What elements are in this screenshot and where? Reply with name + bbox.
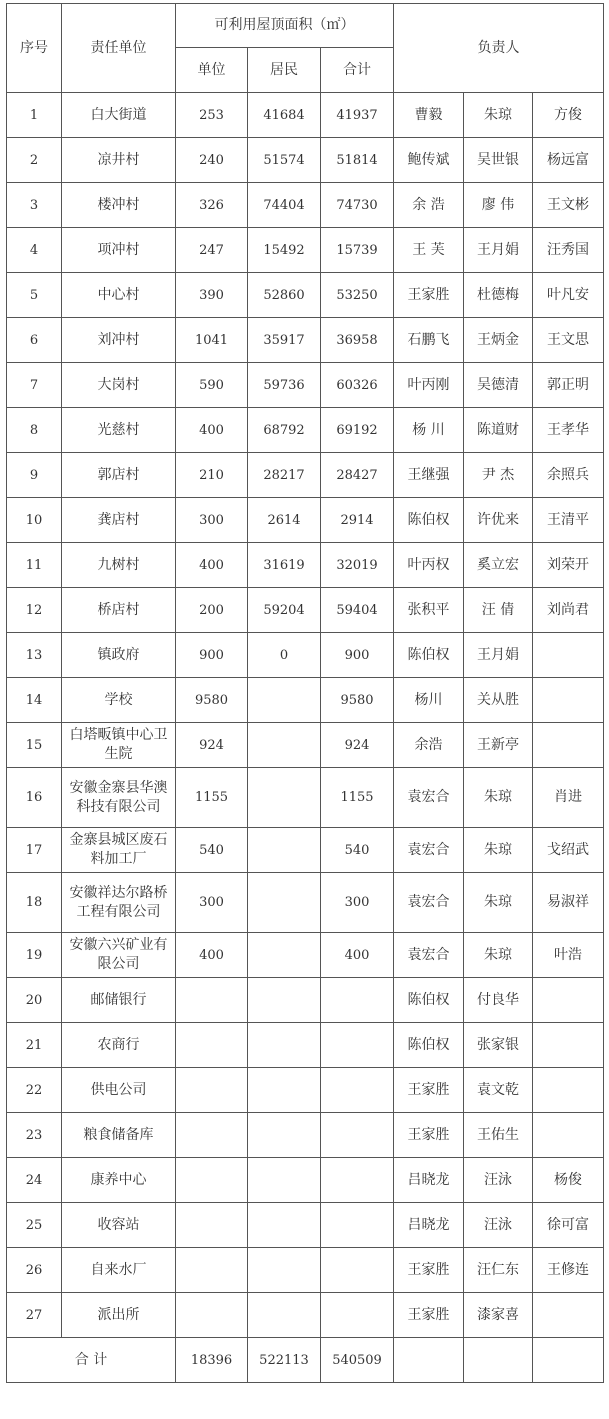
row-area-total: 51814 [321, 138, 394, 183]
table-row [7, 1113, 604, 1158]
row-person-3: 王清平 [533, 498, 604, 543]
row-area-resident [248, 1113, 321, 1158]
row-person-2: 付良华 [464, 978, 533, 1023]
row-no: 17 [7, 828, 62, 873]
total-area-unit: 18396 [176, 1338, 248, 1383]
row-unit: 龚店村 [62, 498, 176, 543]
row-unit: 邮储银行 [62, 978, 176, 1023]
row-area-unit: 300 [176, 873, 248, 933]
row-area-total: 32019 [321, 543, 394, 588]
row-person-1: 余浩 [394, 723, 464, 768]
row-area-total: 400 [321, 933, 394, 978]
row-person-3 [533, 1293, 604, 1338]
row-person-2: 廖 伟 [464, 183, 533, 228]
row-person-1: 吕晓龙 [394, 1203, 464, 1248]
row-area-resident [248, 1293, 321, 1338]
row-person-2: 汪 倩 [464, 588, 533, 633]
table-row [7, 543, 604, 588]
total-label: 合 计 [7, 1338, 176, 1383]
row-area-total [321, 1113, 394, 1158]
row-no: 10 [7, 498, 62, 543]
row-unit: 粮食储备库 [62, 1113, 176, 1158]
row-unit: 大岗村 [62, 363, 176, 408]
header-no: 序号 [7, 4, 62, 93]
row-person-1: 余 浩 [394, 183, 464, 228]
header-unit: 责任单位 [62, 4, 176, 93]
table-row [7, 498, 604, 543]
row-no: 24 [7, 1158, 62, 1203]
row-no: 27 [7, 1293, 62, 1338]
row-area-unit: 400 [176, 408, 248, 453]
row-person-2: 朱琼 [464, 933, 533, 978]
row-person-2: 朱琼 [464, 768, 533, 828]
row-person-3 [533, 1113, 604, 1158]
row-area-resident [248, 873, 321, 933]
row-unit: 凉井村 [62, 138, 176, 183]
row-area-total: 41937 [321, 93, 394, 138]
table-row [7, 873, 604, 933]
row-area-resident [248, 1068, 321, 1113]
table-row [7, 363, 604, 408]
row-no: 9 [7, 453, 62, 498]
row-person-1: 杨川 [394, 678, 464, 723]
row-area-unit: 200 [176, 588, 248, 633]
header-area-unit: 单位 [176, 48, 248, 93]
table-row [7, 1158, 604, 1203]
row-unit: 供电公司 [62, 1068, 176, 1113]
row-area-total: 53250 [321, 273, 394, 318]
row-area-resident: 15492 [248, 228, 321, 273]
row-area-resident: 52860 [248, 273, 321, 318]
table-row [7, 318, 604, 363]
row-person-2: 关从胜 [464, 678, 533, 723]
row-person-2: 奚立宏 [464, 543, 533, 588]
row-area-resident [248, 1248, 321, 1293]
row-person-2: 王炳金 [464, 318, 533, 363]
row-person-3: 杨远富 [533, 138, 604, 183]
row-person-1: 吕晓龙 [394, 1158, 464, 1203]
row-unit: 九树村 [62, 543, 176, 588]
row-person-1: 陈伯权 [394, 1023, 464, 1068]
row-person-1: 袁宏合 [394, 933, 464, 978]
row-person-3: 王修连 [533, 1248, 604, 1293]
row-unit: 自来水厂 [62, 1248, 176, 1293]
row-unit: 安徽金寨县华澳科技有限公司 [62, 768, 176, 828]
row-unit: 郭店村 [62, 453, 176, 498]
row-area-unit: 390 [176, 273, 248, 318]
row-unit: 学校 [62, 678, 176, 723]
row-person-3: 余照兵 [533, 453, 604, 498]
row-area-total: 28427 [321, 453, 394, 498]
total-person-empty [533, 1338, 604, 1383]
row-area-resident [248, 1023, 321, 1068]
total-area-resident: 522113 [248, 1338, 321, 1383]
row-person-3: 王孝华 [533, 408, 604, 453]
table-row [7, 633, 604, 678]
row-area-unit: 540 [176, 828, 248, 873]
row-person-1: 王 芙 [394, 228, 464, 273]
row-area-unit: 400 [176, 543, 248, 588]
row-area-unit: 900 [176, 633, 248, 678]
row-person-2: 许优来 [464, 498, 533, 543]
row-person-1: 陈伯权 [394, 633, 464, 678]
row-area-total: 60326 [321, 363, 394, 408]
row-person-3: 徐可富 [533, 1203, 604, 1248]
row-no: 2 [7, 138, 62, 183]
row-person-3: 刘荣开 [533, 543, 604, 588]
row-area-resident [248, 933, 321, 978]
table-row [7, 1023, 604, 1068]
row-unit: 派出所 [62, 1293, 176, 1338]
row-unit: 楼冲村 [62, 183, 176, 228]
row-area-resident: 68792 [248, 408, 321, 453]
row-area-total [321, 1293, 394, 1338]
row-no: 14 [7, 678, 62, 723]
row-area-unit: 326 [176, 183, 248, 228]
row-area-resident: 59204 [248, 588, 321, 633]
row-no: 15 [7, 723, 62, 768]
row-person-2: 汪仁东 [464, 1248, 533, 1293]
row-person-3: 肖进 [533, 768, 604, 828]
row-area-total: 1155 [321, 768, 394, 828]
row-area-unit: 253 [176, 93, 248, 138]
row-area-resident: 35917 [248, 318, 321, 363]
row-area-unit [176, 1158, 248, 1203]
row-area-resident [248, 723, 321, 768]
row-person-1: 王家胜 [394, 1248, 464, 1293]
row-area-unit: 590 [176, 363, 248, 408]
row-no: 7 [7, 363, 62, 408]
header-area: 可利用屋顶面积（㎡） [176, 4, 394, 48]
row-person-3: 郭正明 [533, 363, 604, 408]
table-row [7, 678, 604, 723]
row-person-2: 尹 杰 [464, 453, 533, 498]
row-area-resident: 41684 [248, 93, 321, 138]
row-person-3: 刘尚君 [533, 588, 604, 633]
row-no: 13 [7, 633, 62, 678]
row-person-1: 张积平 [394, 588, 464, 633]
row-person-1: 杨 川 [394, 408, 464, 453]
row-area-resident [248, 1203, 321, 1248]
table-row [7, 828, 604, 873]
table-row [7, 768, 604, 828]
table-row [7, 1203, 604, 1248]
row-person-3: 汪秀国 [533, 228, 604, 273]
row-area-unit: 9580 [176, 678, 248, 723]
row-no: 18 [7, 873, 62, 933]
row-area-total: 69192 [321, 408, 394, 453]
row-person-3: 杨俊 [533, 1158, 604, 1203]
row-person-1: 王家胜 [394, 273, 464, 318]
row-area-unit: 210 [176, 453, 248, 498]
table-row [7, 183, 604, 228]
row-no: 16 [7, 768, 62, 828]
table-row [7, 1293, 604, 1338]
row-no: 22 [7, 1068, 62, 1113]
row-person-3: 王文思 [533, 318, 604, 363]
row-area-total [321, 1248, 394, 1293]
table-row [7, 453, 604, 498]
row-area-total [321, 1068, 394, 1113]
row-unit: 收容站 [62, 1203, 176, 1248]
row-area-unit: 400 [176, 933, 248, 978]
total-area-total: 540509 [321, 1338, 394, 1383]
row-unit: 刘冲村 [62, 318, 176, 363]
row-person-1: 王继强 [394, 453, 464, 498]
row-person-3: 戈绍武 [533, 828, 604, 873]
row-area-resident: 31619 [248, 543, 321, 588]
row-area-unit: 924 [176, 723, 248, 768]
row-area-total: 300 [321, 873, 394, 933]
row-area-unit: 247 [176, 228, 248, 273]
row-person-2: 王佑生 [464, 1113, 533, 1158]
row-area-total [321, 978, 394, 1023]
row-area-resident: 28217 [248, 453, 321, 498]
row-unit: 中心村 [62, 273, 176, 318]
row-area-unit [176, 1068, 248, 1113]
row-no: 8 [7, 408, 62, 453]
table-row [7, 93, 604, 138]
row-area-unit [176, 978, 248, 1023]
row-area-resident: 2614 [248, 498, 321, 543]
table-row [7, 978, 604, 1023]
row-area-unit: 240 [176, 138, 248, 183]
row-person-2: 汪泳 [464, 1203, 533, 1248]
row-no: 20 [7, 978, 62, 1023]
row-area-total [321, 1023, 394, 1068]
row-person-2: 朱琼 [464, 828, 533, 873]
row-area-unit: 1041 [176, 318, 248, 363]
row-person-2: 吴德清 [464, 363, 533, 408]
table-row [7, 723, 604, 768]
row-area-unit [176, 1023, 248, 1068]
row-person-2: 张家银 [464, 1023, 533, 1068]
row-person-1: 鲍传斌 [394, 138, 464, 183]
row-area-total: 15739 [321, 228, 394, 273]
row-person-3 [533, 723, 604, 768]
row-area-unit: 1155 [176, 768, 248, 828]
row-person-1: 叶丙权 [394, 543, 464, 588]
row-person-2: 吴世银 [464, 138, 533, 183]
row-area-unit [176, 1248, 248, 1293]
header-person: 负责人 [394, 4, 604, 93]
row-unit: 桥店村 [62, 588, 176, 633]
row-unit: 镇政府 [62, 633, 176, 678]
row-person-3 [533, 633, 604, 678]
table-row [7, 138, 604, 183]
header-area-resident: 居民 [248, 48, 321, 93]
row-no: 1 [7, 93, 62, 138]
row-person-3: 叶凡安 [533, 273, 604, 318]
row-person-1: 袁宏合 [394, 768, 464, 828]
row-area-resident: 59736 [248, 363, 321, 408]
row-area-resident [248, 828, 321, 873]
row-area-resident [248, 678, 321, 723]
row-area-total: 9580 [321, 678, 394, 723]
row-unit: 康养中心 [62, 1158, 176, 1203]
row-person-1: 袁宏合 [394, 873, 464, 933]
row-person-2: 杜德梅 [464, 273, 533, 318]
row-no: 11 [7, 543, 62, 588]
row-no: 5 [7, 273, 62, 318]
row-no: 23 [7, 1113, 62, 1158]
row-area-total: 924 [321, 723, 394, 768]
row-area-resident [248, 978, 321, 1023]
row-area-resident [248, 1158, 321, 1203]
row-person-2: 陈道财 [464, 408, 533, 453]
row-area-unit [176, 1293, 248, 1338]
total-person-empty [394, 1338, 464, 1383]
row-person-2: 朱琼 [464, 873, 533, 933]
row-area-total: 900 [321, 633, 394, 678]
responsibility-table [6, 3, 604, 1383]
row-unit: 安徽祥达尔路桥工程有限公司 [62, 873, 176, 933]
row-area-total: 59404 [321, 588, 394, 633]
table-row [7, 228, 604, 273]
row-person-1: 王家胜 [394, 1293, 464, 1338]
row-area-total [321, 1203, 394, 1248]
row-no: 6 [7, 318, 62, 363]
row-person-2: 袁文乾 [464, 1068, 533, 1113]
row-person-3 [533, 678, 604, 723]
row-person-2: 王月娟 [464, 633, 533, 678]
row-person-2: 王新亭 [464, 723, 533, 768]
table-row [7, 408, 604, 453]
row-area-unit [176, 1113, 248, 1158]
row-person-1: 王家胜 [394, 1113, 464, 1158]
row-no: 21 [7, 1023, 62, 1068]
row-no: 25 [7, 1203, 62, 1248]
row-unit: 农商行 [62, 1023, 176, 1068]
row-person-1: 王家胜 [394, 1068, 464, 1113]
row-person-2: 朱琼 [464, 93, 533, 138]
row-area-unit [176, 1203, 248, 1248]
row-person-3 [533, 1023, 604, 1068]
row-person-2: 王月娟 [464, 228, 533, 273]
row-person-2: 漆家喜 [464, 1293, 533, 1338]
row-no: 12 [7, 588, 62, 633]
row-area-total: 540 [321, 828, 394, 873]
table-row [7, 273, 604, 318]
row-person-3: 方俊 [533, 93, 604, 138]
row-person-1: 石鹏飞 [394, 318, 464, 363]
row-area-unit: 300 [176, 498, 248, 543]
row-person-3: 易淑祥 [533, 873, 604, 933]
row-area-total: 36958 [321, 318, 394, 363]
table-row [7, 1248, 604, 1293]
row-area-resident: 0 [248, 633, 321, 678]
row-no: 3 [7, 183, 62, 228]
row-area-resident: 51574 [248, 138, 321, 183]
row-unit: 白塔畈镇中心卫生院 [62, 723, 176, 768]
header-area-total: 合计 [321, 48, 394, 93]
row-person-1: 陈伯权 [394, 978, 464, 1023]
total-person-empty [464, 1338, 533, 1383]
row-area-resident [248, 768, 321, 828]
row-no: 4 [7, 228, 62, 273]
row-area-total: 74730 [321, 183, 394, 228]
row-person-1: 叶丙刚 [394, 363, 464, 408]
row-person-3: 叶浩 [533, 933, 604, 978]
row-no: 26 [7, 1248, 62, 1293]
row-unit: 安徽六兴矿业有限公司 [62, 933, 176, 978]
row-person-3 [533, 1068, 604, 1113]
row-no: 19 [7, 933, 62, 978]
row-person-3: 王文彬 [533, 183, 604, 228]
total-row [7, 1338, 604, 1383]
row-person-3 [533, 978, 604, 1023]
row-person-1: 陈伯权 [394, 498, 464, 543]
row-unit: 光慈村 [62, 408, 176, 453]
row-unit: 项冲村 [62, 228, 176, 273]
row-person-1: 曹毅 [394, 93, 464, 138]
table-row [7, 1068, 604, 1113]
row-area-total: 2914 [321, 498, 394, 543]
row-unit: 白大街道 [62, 93, 176, 138]
table-row [7, 933, 604, 978]
row-area-total [321, 1158, 394, 1203]
row-unit: 金寨县城区废石料加工厂 [62, 828, 176, 873]
table-row [7, 588, 604, 633]
row-person-2: 汪泳 [464, 1158, 533, 1203]
row-person-1: 袁宏合 [394, 828, 464, 873]
row-area-resident: 74404 [248, 183, 321, 228]
